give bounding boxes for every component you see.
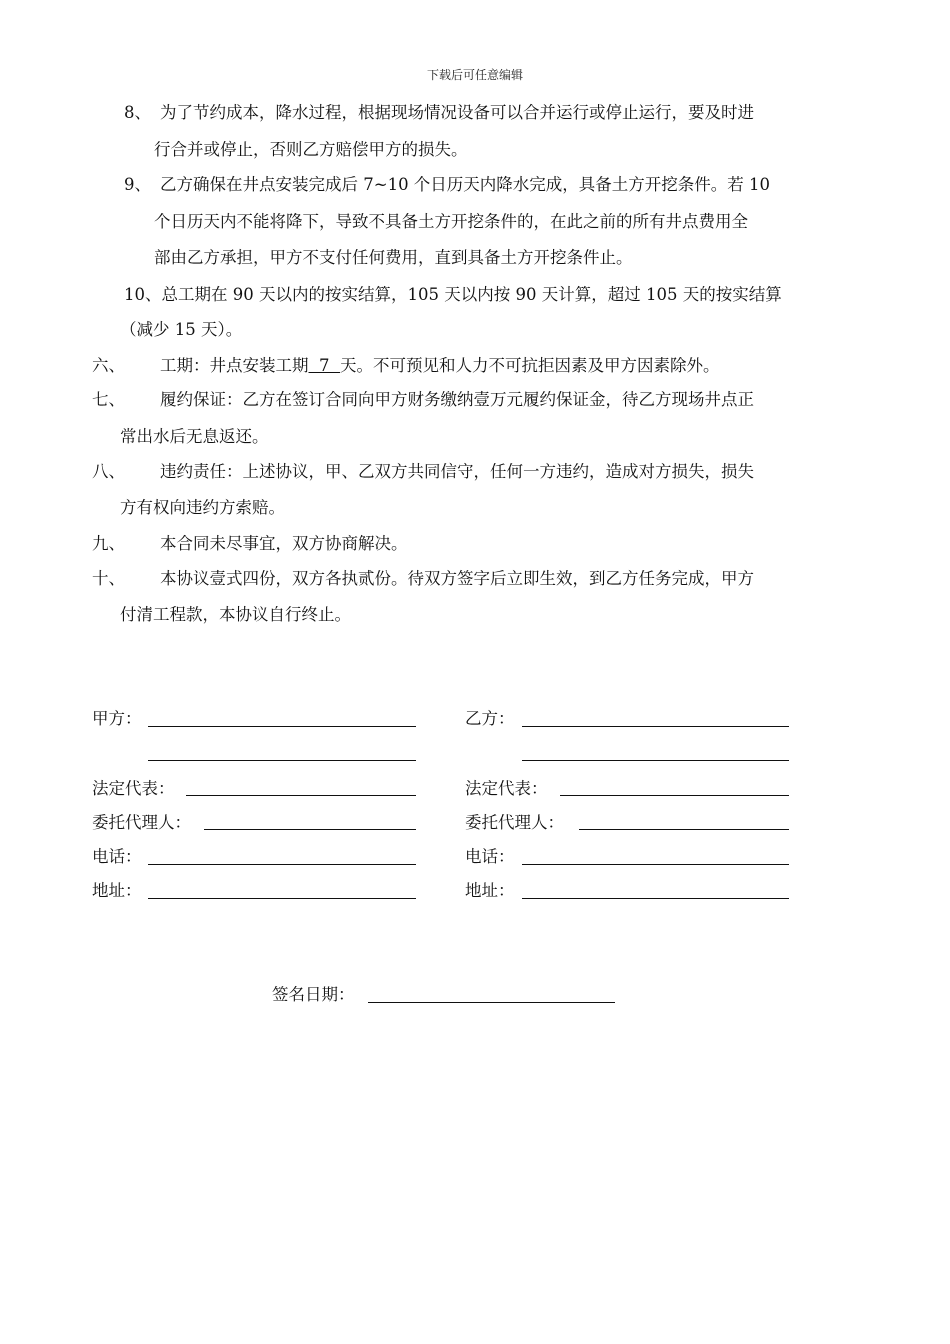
agent-b-line[interactable] xyxy=(579,829,789,830)
party-b-label: 乙方： xyxy=(465,709,515,728)
legal-rep-b-label: 法定代表： xyxy=(465,779,548,798)
legal-rep-a-line[interactable] xyxy=(186,795,416,796)
phone-a-line[interactable] xyxy=(148,864,416,865)
legal-rep-b-line[interactable] xyxy=(560,795,789,796)
address-b-line[interactable] xyxy=(522,898,789,899)
item-8-number: 8、 xyxy=(124,103,151,122)
section-8-line-2: 方有权向违约方索赔。 xyxy=(120,498,285,517)
item-9-line-3: 部由乙方承担，甲方不支付任何费用，直到具备土方开挖条件止。 xyxy=(154,248,633,267)
party-a-signature-line[interactable] xyxy=(148,726,416,727)
party-a-signature-line-2[interactable] xyxy=(148,760,416,761)
agent-a-label: 委托代理人： xyxy=(92,813,191,832)
section-7-line-2: 常出水后无息返还。 xyxy=(120,427,269,446)
address-a-line[interactable] xyxy=(148,898,416,899)
agent-a-line[interactable] xyxy=(204,829,416,830)
section-6-post: 天。不可预见和人力不可抗拒因素及甲方因素除外。 xyxy=(339,356,720,375)
item-9-line-2: 个日历天内不能将降下，导致不具备土方开挖条件的，在此之前的所有井点费用全 xyxy=(154,212,748,231)
signature-date-label: 签名日期： xyxy=(272,985,355,1004)
party-b-signature-line-2[interactable] xyxy=(522,760,789,761)
page-header: 下载后可任意编辑 xyxy=(426,68,523,82)
phone-a-label: 电话： xyxy=(92,847,142,866)
section-9-line-1: 本合同未尽事宜，双方协商解决。 xyxy=(160,534,408,553)
section-8-line-1: 违约责任：上述协议，甲、乙双方共同信守，任何一方违约，造成对方损失，损失 xyxy=(160,462,754,481)
section-6-pre: 工期：井点安装工期 xyxy=(160,356,309,375)
section-6-text xyxy=(160,356,719,376)
section-8-number: 八、 xyxy=(92,462,125,481)
signature-date-line[interactable] xyxy=(368,1002,615,1003)
item-8-line-2: 行合并或停止，否则乙方赔偿甲方的损失。 xyxy=(154,140,468,159)
section-6-days: 7 xyxy=(308,356,340,375)
item-9-line-1: 乙方确保在井点安装完成后 7~10 个日历天内降水完成，具备土方开挖条件。若 10 xyxy=(160,175,771,194)
legal-rep-a-label: 法定代表： xyxy=(92,779,175,798)
section-9-number: 九、 xyxy=(92,534,125,553)
section-7-line-1: 履约保证：乙方在签订合同向甲方财务缴纳壹万元履约保证金，待乙方现场井点正 xyxy=(160,390,754,409)
phone-b-line[interactable] xyxy=(522,864,789,865)
agent-b-label: 委托代理人： xyxy=(465,813,564,832)
section-6-number: 六、 xyxy=(92,356,125,375)
item-8-line-1: 为了节约成本，降水过程，根据现场情况设备可以合并运行或停止运行，要及时进 xyxy=(160,103,754,122)
item-9-number: 9、 xyxy=(124,175,151,194)
section-10-line-2: 付清工程款，本协议自行终止。 xyxy=(120,605,351,624)
party-a-label: 甲方： xyxy=(92,709,142,728)
party-b-signature-line[interactable] xyxy=(522,726,789,727)
address-a-label: 地址： xyxy=(92,881,142,900)
address-b-label: 地址： xyxy=(465,881,515,900)
item-10-line-2: （减少 15 天）。 xyxy=(120,320,243,339)
section-10-line-1: 本协议壹式四份，双方各执贰份。待双方签字后立即生效，到乙方任务完成，甲方 xyxy=(160,569,754,588)
phone-b-label: 电话： xyxy=(465,847,515,866)
section-10-number: 十、 xyxy=(92,569,125,588)
item-10-line-1: 10、总工期在 90 天以内的按实结算，105 天以内按 90 天计算，超过 105 天的按实结算 xyxy=(124,285,782,304)
section-7-number: 七、 xyxy=(92,390,125,409)
